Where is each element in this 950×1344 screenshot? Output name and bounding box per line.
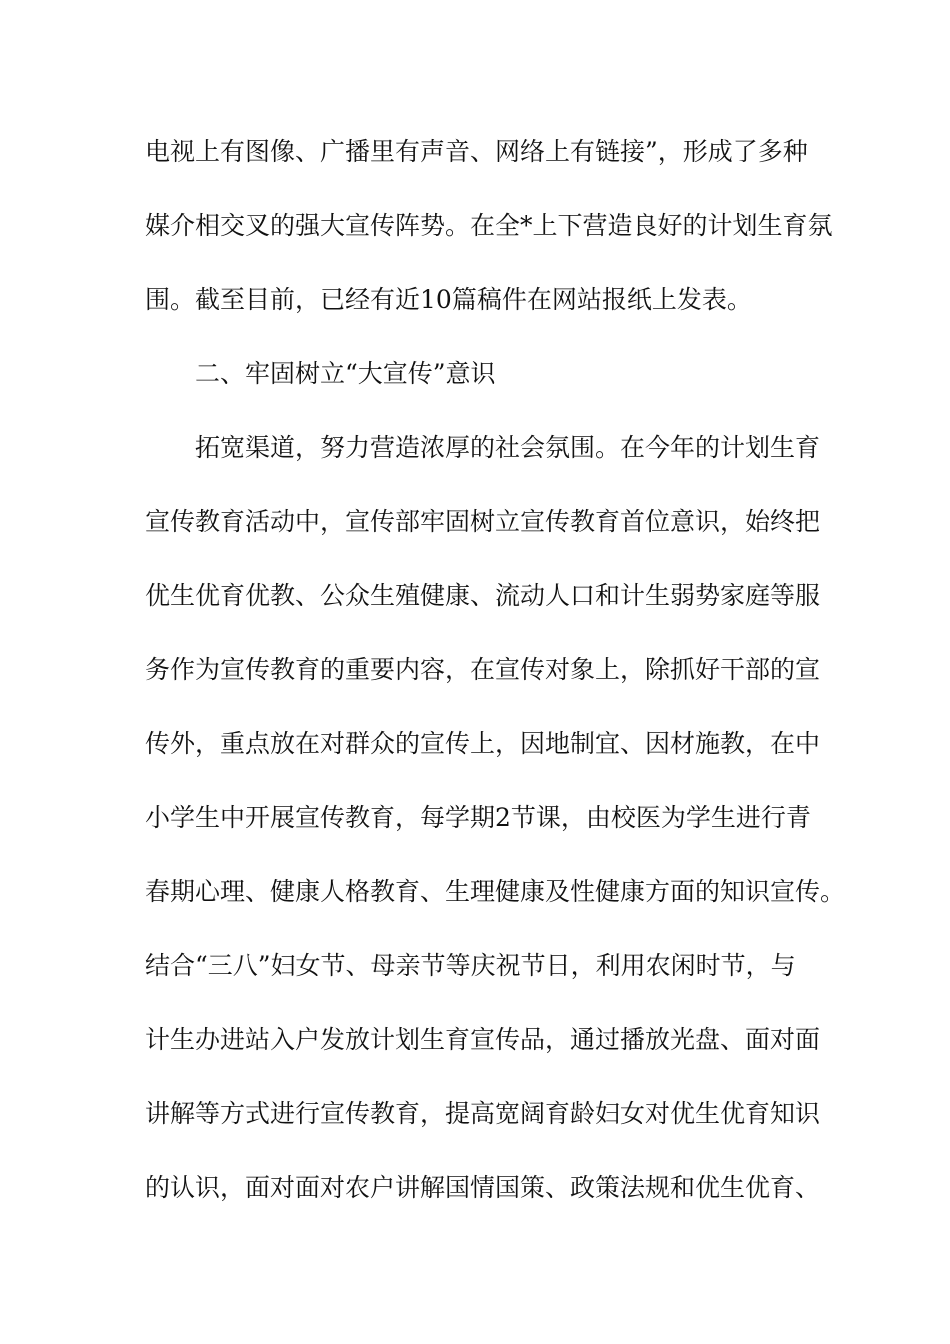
paragraph-line: 小学生中开展宣传教育，每学期2节课，由校医为学生进行青 xyxy=(145,803,811,832)
paragraph-line: 传外，重点放在对群众的宣传上，因地制宜、因材施教，在中 xyxy=(145,729,821,758)
paragraph-line: 的认识，面对面对农户讲解国情国策、政策法规和优生优育、 xyxy=(145,1173,821,1202)
paragraph-line: 计生办进站入户发放计划生育宣传品，通过播放光盘、面对面 xyxy=(145,1025,821,1054)
paragraph-line: 围。截至目前，已经有近10篇稿件在网站报纸上发表。 xyxy=(145,285,752,314)
paragraph-line: 媒介相交叉的强大宣传阵势。在全*上下营造良好的计划生育氛 xyxy=(145,211,833,240)
paragraph-line: 优生优育优教、公众生殖健康、流动人口和计生弱势家庭等服 xyxy=(145,581,821,610)
paragraph-line: 拓宽渠道，努力营造浓厚的社会氛围。在今年的计划生育 xyxy=(195,433,821,462)
paragraph-line: 讲解等方式进行宣传教育，提高宽阔育龄妇女对优生优育知识 xyxy=(145,1099,821,1128)
paragraph-line: 务作为宣传教育的重要内容，在宣传对象上，除抓好干部的宣 xyxy=(145,655,821,684)
paragraph-line: 结合“三八”妇女节、母亲节等庆祝节日，利用农闲时节，与 xyxy=(145,951,796,980)
paragraph-line: 电视上有图像、广播里有声音、网络上有链接”，形成了多种 xyxy=(145,137,808,166)
paragraph-line: 宣传教育活动中，宣传部牢固树立宣传教育首位意识，始终把 xyxy=(145,507,821,536)
paragraph-line: 春期心理、健康人格教育、生理健康及性健康方面的知识宣传。 xyxy=(145,877,846,906)
section-heading: 二、牢固树立“大宣传”意识 xyxy=(195,359,496,388)
